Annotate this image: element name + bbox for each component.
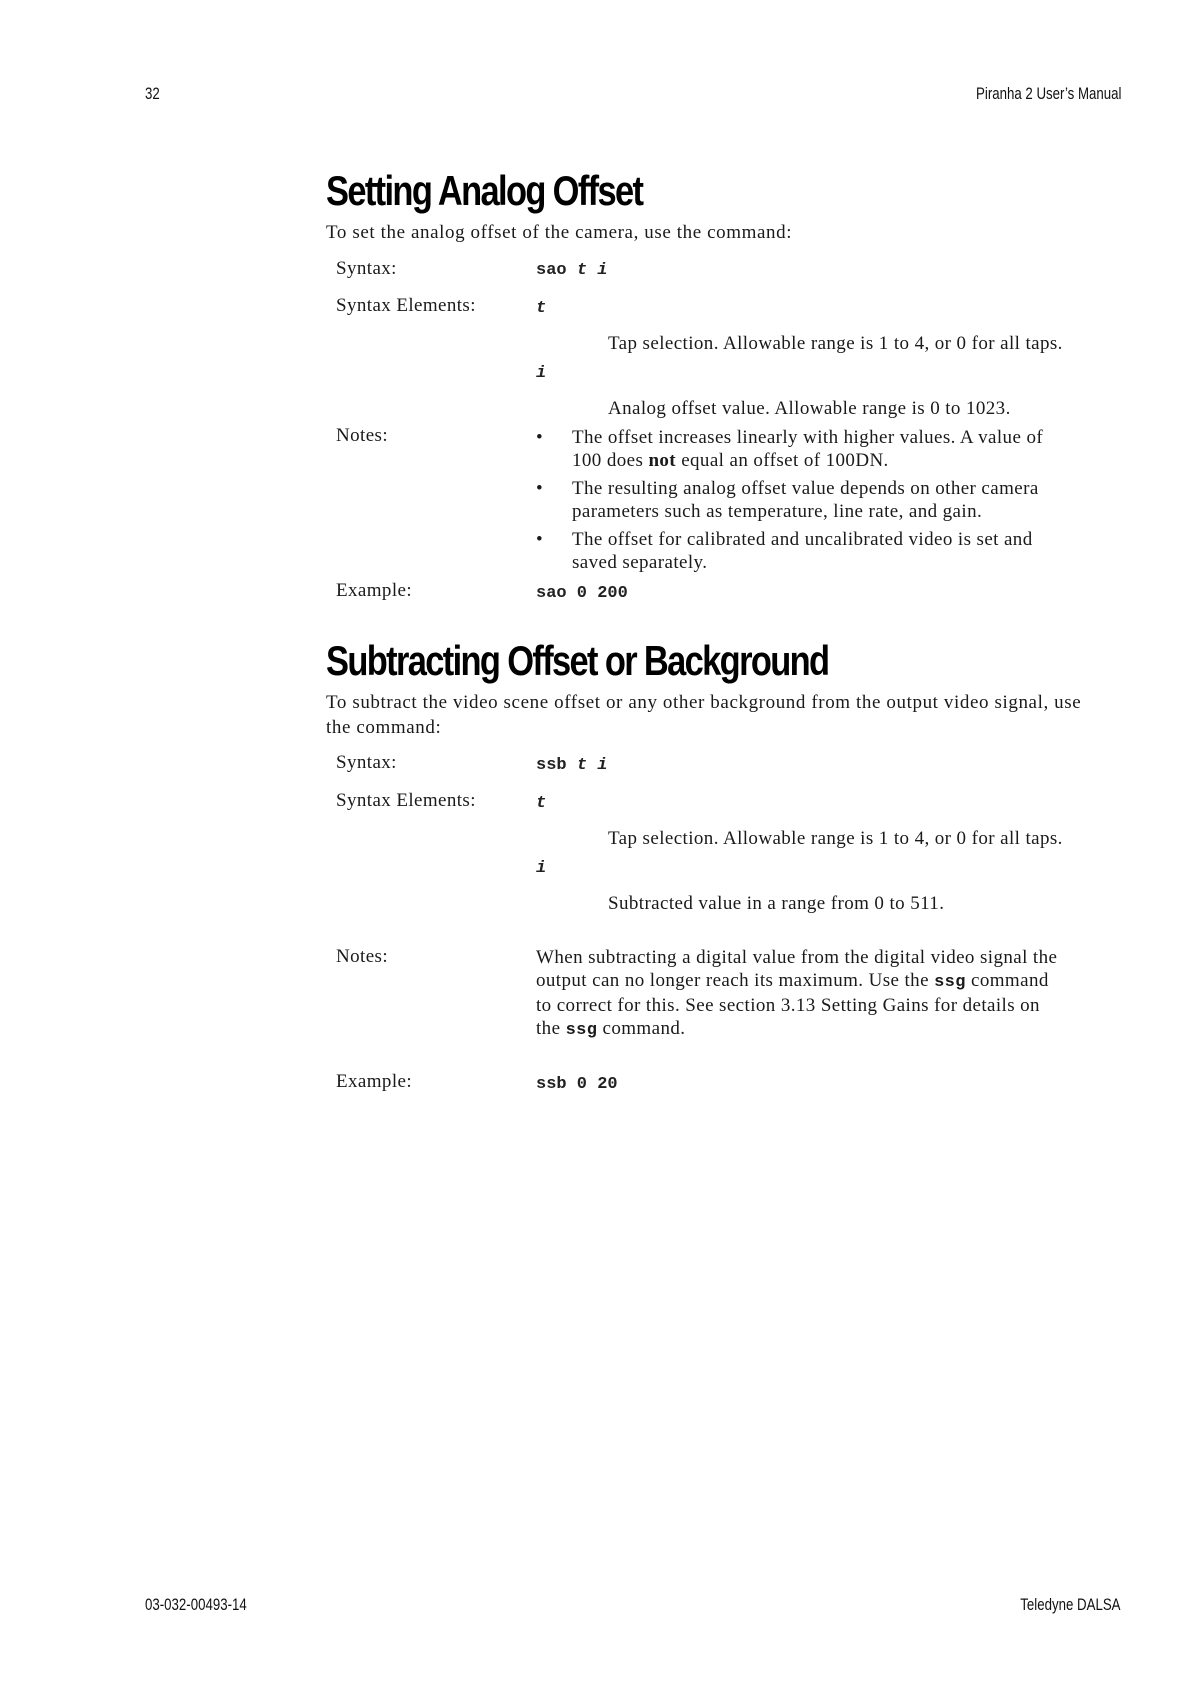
inline-code: ssg xyxy=(565,1021,598,1040)
notes-paragraph: When subtracting a digital value from the digital video signal the output can no longer reach its maximum. Use the ssg command to correct for this. See section 3.13 Setting Gains for details on the ssg command. xyxy=(536,947,1058,1040)
notes-list xyxy=(536,426,1066,579)
document-number: 03-032-00493-14 xyxy=(145,1595,247,1614)
element-name xyxy=(536,859,546,878)
syntax-label: Syntax: xyxy=(336,258,397,279)
example-label: Example: xyxy=(336,580,413,601)
element-t: t xyxy=(536,794,547,813)
note-item: • The resulting analog offset value depends on other camera parameters such as temperature, line rate, and gain. xyxy=(536,477,1066,523)
emphasis: not xyxy=(648,450,677,471)
element-i: i xyxy=(536,859,547,878)
note-item: • The offset increases linearly with higher values. A value of 100 does not equal an offset of 100DN. xyxy=(536,426,1066,472)
element-desc: Tap selection. Allowable range is 1 to 4, or 0 for all taps. xyxy=(608,828,1063,849)
notes-label: Notes: xyxy=(336,946,389,967)
section-title-analog-offset: Setting Analog Offset xyxy=(326,167,643,214)
syntax-elements-label: Syntax Elements: xyxy=(336,295,476,316)
syntax-elements-label: Syntax Elements: xyxy=(336,790,476,811)
element-name xyxy=(536,794,546,813)
page-number: 32 xyxy=(145,84,160,103)
company-name: Teledyne DALSA xyxy=(1020,1595,1121,1614)
section-intro: To set the analog offset of the camera, use the command: xyxy=(326,222,793,243)
element-desc: Tap selection. Allowable range is 1 to 4, or 0 for all taps. xyxy=(608,333,1063,354)
example-command: sao 0 200 xyxy=(536,584,628,603)
element-desc: Analog offset value. Allowable range is 0 to 1023. xyxy=(608,398,1011,419)
syntax-label: Syntax: xyxy=(336,752,397,773)
command-name: ssb xyxy=(536,756,567,775)
section-title-subtract-offset: Subtracting Offset or Background xyxy=(326,637,829,684)
syntax-command xyxy=(536,261,607,280)
command-name: sao xyxy=(536,261,567,280)
section-intro: To subtract the video scene offset or any other background from the output video signal, use the command: xyxy=(326,692,1082,738)
element-desc: Subtracted value in a range from 0 to 511. xyxy=(608,893,945,914)
example-label: Example: xyxy=(336,1071,413,1092)
note-item: • The offset for calibrated and uncalibrated video is set and saved separately. xyxy=(536,528,1066,574)
element-name xyxy=(536,299,546,318)
inline-code: ssg xyxy=(934,973,966,992)
running-header: Piranha 2 User’s Manual xyxy=(975,84,1121,103)
command-args: t i xyxy=(576,261,608,280)
notes-label: Notes: xyxy=(336,425,389,446)
example-command: ssb 0 20 xyxy=(536,1075,618,1094)
element-i: i xyxy=(536,364,547,383)
syntax-command xyxy=(536,756,607,775)
element-t: t xyxy=(536,299,547,318)
command-args: t i xyxy=(576,756,608,775)
element-name xyxy=(536,364,546,383)
